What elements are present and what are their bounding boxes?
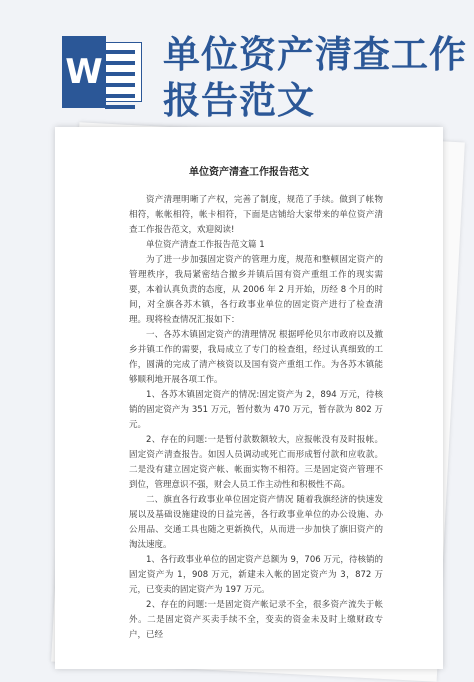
- paragraph: 资产清理明晰了产权，完善了制度，规范了手续。做到了帐物相符，帐帐相符，帐卡相符，下面是店铺给大家带来的单位资产清查工作报告范文，欢迎阅读!: [129, 195, 383, 235]
- section-heading: 单位资产清查工作报告范文篇 1: [146, 240, 265, 250]
- paragraph: 为了进一步加强固定资产的管理力度，规范和整顿固定资产的管理秩序，我局紧密结合撤乡并镇后国有资产重组工作的现实需要，本着认真负责的态度，从 2006 年 2 月开始，历经 8 个月的时间，对全旗各苏木镇，各行政事业单位的固定资产进行了检查清理。现将检查情况汇报如下：: [129, 255, 383, 325]
- document-page: [55, 127, 443, 669]
- paragraph: 2、存在的问题:一是固定资产帐记录不全，很多资产流失于帐外。二是固定资产买卖手续不全，变卖的资金未及时上缴财政专户，已经: [129, 600, 383, 640]
- paragraph: 2、存在的问题:一是暂付款数额较大，应报帐没有及时报帐。固定资产清查报告。如因人员调动或死亡而形成暂付款和应收款。二是没有建立固定资产帐、帐面实物不相符。三是固定资产管理不到位，管理意识不强，财会人员工作主动性和积极性不高。: [129, 435, 383, 490]
- paragraph: 1、各苏木镇固定资产的情况:固定资产为 2，894 万元，待核销的固定资产为 351 万元，暂付数为 470 万元，暂存款为 802 万元。: [129, 390, 383, 430]
- paragraph: 二、旗直各行政事业单位固定资产情况 随着我旗经济的快速发展以及基础设施建设的日益完善，各行政事业单位的办公设施、办公用品、交通工具也随之更新换代，从而进一步加快了旗旧资产的淘汰速度。: [129, 495, 383, 550]
- word-letter: W: [62, 36, 106, 108]
- header-banner: [0, 0, 474, 120]
- paragraph: 1、各行政事业单位的固定资产总额为 9，706 万元，待核销的固定资产为 1，908 万元，新建未入帐的固定资产为 3，872 万元，已变卖的固定资产为 197 万元。: [129, 555, 383, 595]
- document-body: [129, 193, 383, 643]
- banner-title: [163, 32, 467, 124]
- banner-title-line1: 单位资产清查工作: [163, 33, 467, 76]
- paragraph: 一、各苏木镇固定资产的清理情况 根据呼伦贝尔市政府以及撤乡并镇工作的需要，我局成立了专门的检查组，经过认真细致的工作，圆满的完成了清产核资以及国有资产重组工作。为各苏木镇能够顺利地开展各项工作。: [129, 330, 383, 385]
- banner-title-line2: 报告范文: [163, 79, 315, 122]
- word-document-icon: [62, 36, 146, 108]
- document-title: 单位资产清查工作报告范文: [189, 167, 309, 178]
